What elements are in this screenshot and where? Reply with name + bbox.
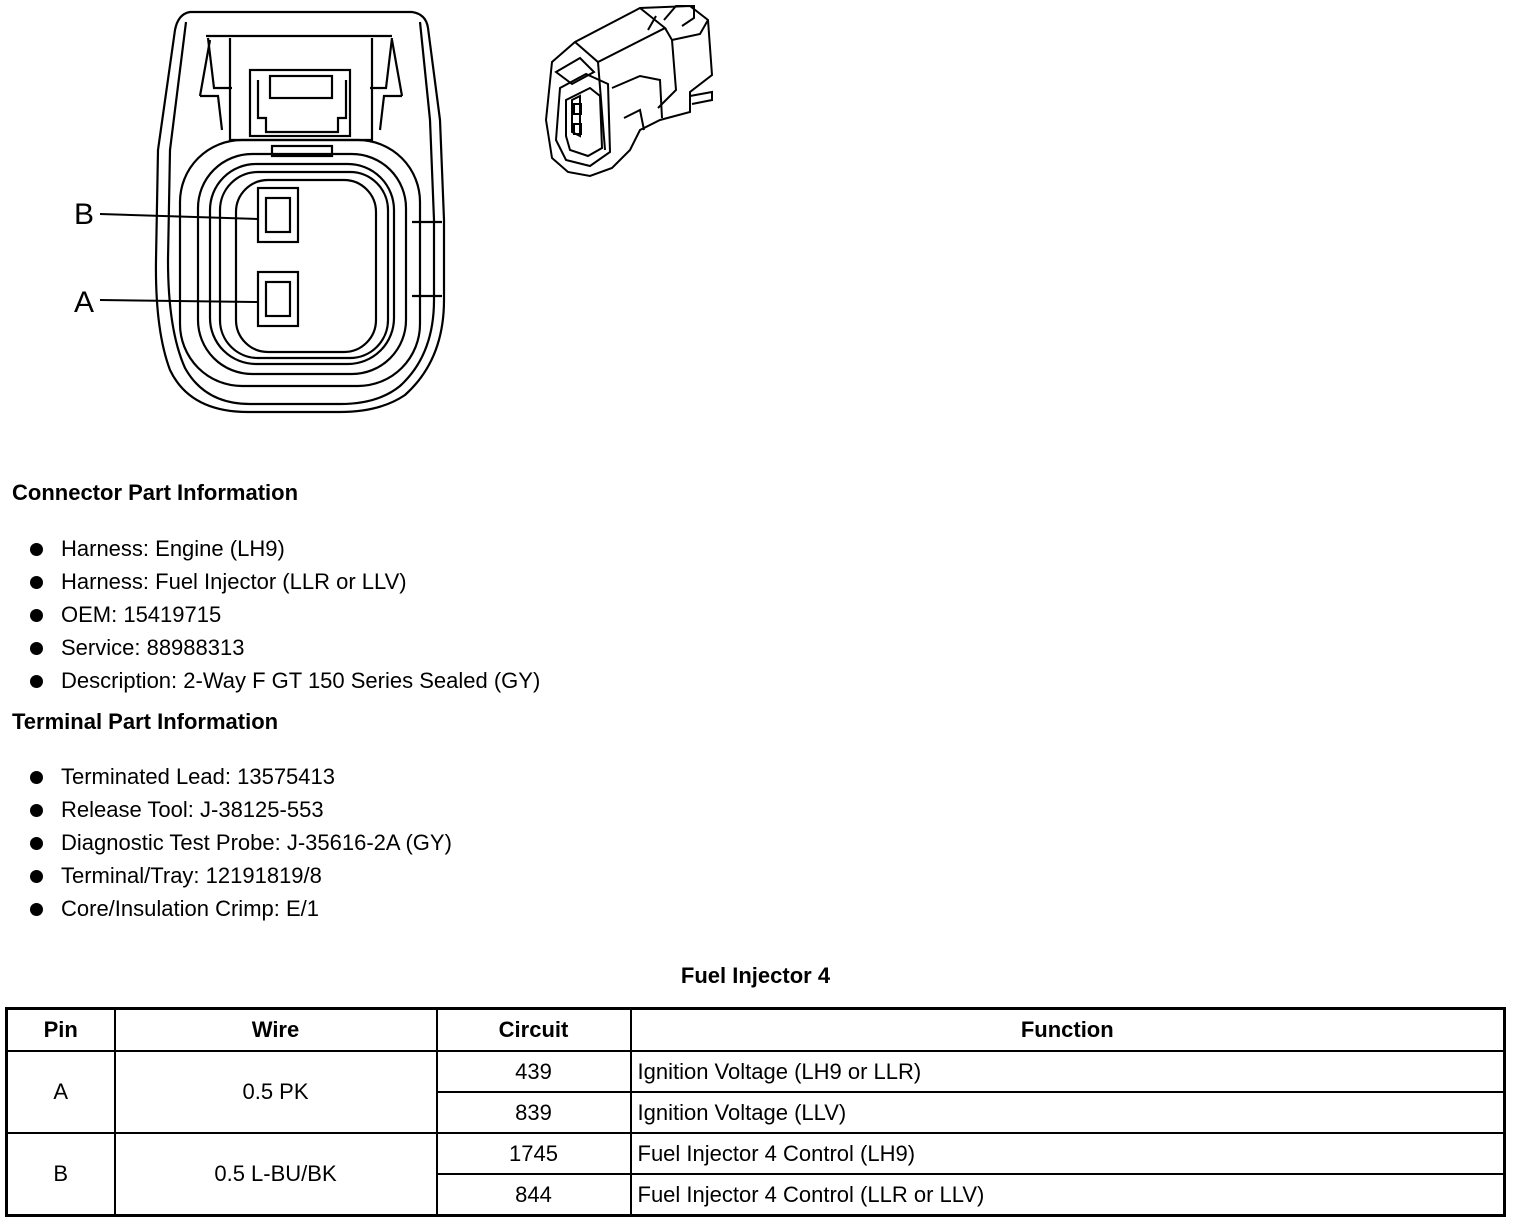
terminal-info-heading: Terminal Part Information xyxy=(12,709,279,734)
terminal-info-list xyxy=(0,760,452,925)
wire-cell: 0.5 L-BU/BK xyxy=(115,1133,437,1216)
table-row xyxy=(7,1051,1505,1092)
list-item: Terminal/Tray: 12191819/8 xyxy=(0,859,452,892)
table-row xyxy=(7,1133,1505,1174)
pin-cell: A xyxy=(7,1051,115,1133)
list-item: Description: 2-Way F GT 150 Series Sealed (GY) xyxy=(0,664,540,697)
list-item: Terminated Lead: 13575413 xyxy=(0,760,452,793)
header-circuit: Circuit xyxy=(437,1009,631,1052)
function-cell: Ignition Voltage (LH9 or LLR) xyxy=(631,1051,1505,1092)
header-function: Function xyxy=(631,1009,1505,1052)
header-wire: Wire xyxy=(115,1009,437,1052)
connector-info-heading: Connector Part Information xyxy=(12,480,299,505)
list-item: Harness: Engine (LH9) xyxy=(0,532,540,565)
pin-cell: B xyxy=(7,1133,115,1216)
pin-label-b: B xyxy=(74,198,95,231)
list-item: Diagnostic Test Probe: J-35616-2A (GY) xyxy=(0,826,452,859)
list-item: OEM: 15419715 xyxy=(0,598,540,631)
circuit-cell: 1745 xyxy=(437,1133,631,1174)
list-item: Core/Insulation Crimp: E/1 xyxy=(0,892,452,925)
wire-cell: 0.5 PK xyxy=(115,1051,437,1133)
connector-info-list xyxy=(0,532,540,697)
circuit-cell: 839 xyxy=(437,1092,631,1133)
pin-label-a: A xyxy=(74,286,95,319)
function-cell: Fuel Injector 4 Control (LLR or LLV) xyxy=(631,1174,1505,1216)
table-title: Fuel Injector 4 xyxy=(680,963,831,988)
connector-3d-diagram xyxy=(538,0,718,185)
list-item: Release Tool: J-38125-553 xyxy=(0,793,452,826)
list-item: Service: 88988313 xyxy=(0,631,540,664)
connector-face-diagram xyxy=(40,0,460,420)
circuit-cell: 439 xyxy=(437,1051,631,1092)
table-header-row xyxy=(7,1009,1505,1052)
list-item: Harness: Fuel Injector (LLR or LLV) xyxy=(0,565,540,598)
header-pin: Pin xyxy=(7,1009,115,1052)
circuit-cell: 844 xyxy=(437,1174,631,1216)
function-cell: Ignition Voltage (LLV) xyxy=(631,1092,1505,1133)
pin-table xyxy=(5,1007,1506,1217)
function-cell: Fuel Injector 4 Control (LH9) xyxy=(631,1133,1505,1174)
